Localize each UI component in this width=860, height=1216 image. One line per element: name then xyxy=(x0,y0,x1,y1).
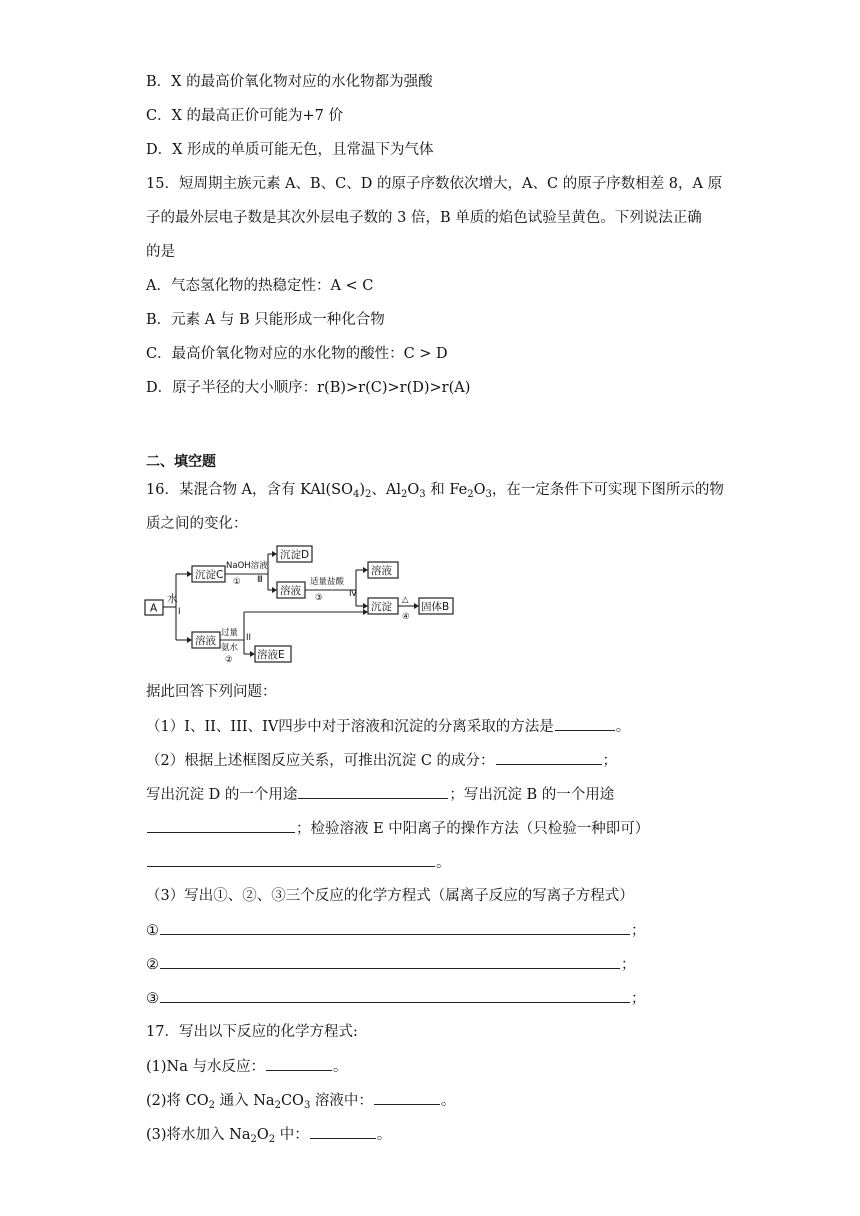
answer-blank-q17-1[interactable] xyxy=(266,1056,332,1071)
label-circle-2: ② xyxy=(225,655,233,665)
label-step-2: II xyxy=(246,633,252,643)
q14-option-d: D．X 形成的单质可能无色，且常温下为气体 xyxy=(146,142,434,158)
label-solution-1: 溶液 xyxy=(280,585,301,597)
q15-stem-line3: 的是 xyxy=(146,244,175,260)
q14-option-c: C．X 的最高正价可能为+7 价 xyxy=(146,108,344,124)
label-circle-4: ④ xyxy=(402,612,410,622)
answer-blank-q17-3[interactable] xyxy=(310,1124,376,1139)
label-precipitate: 沉淀 xyxy=(371,601,392,613)
label-solution-2: 溶液 xyxy=(371,565,392,577)
label-heat: △ xyxy=(402,595,409,605)
q17-part2: (2)将 $CO_2$ 通入 $Na_2CO_3$ 溶液中： 。 xyxy=(146,1090,455,1111)
q15-option-a: A．气态氢化物的热稳定性：A < C xyxy=(146,278,374,294)
q16-part2-line2: 写出沉淀 D 的一个用途 ；写出沉淀 B 的一个用途 xyxy=(146,784,614,805)
q16-part1: （1）I、II、III、IV四步中对于溶液和沉淀的分离采取的方法是 。 xyxy=(146,716,630,737)
q15-option-c: C．最高价氧化物对应的水化物的酸性：C > D xyxy=(146,346,448,362)
q15-option-d: D．原子半径的大小顺序：r(B)>r(C)>r(D)>r(A) xyxy=(146,380,471,396)
label-solid-b: 固体B xyxy=(421,601,450,613)
q16-equation-1: ① ； xyxy=(146,920,646,941)
label-step-3: Ⅲ xyxy=(257,575,263,585)
answer-blank-test-e[interactable] xyxy=(147,852,435,867)
q16-part3: （3）写出①、②、③三个反应的化学方程式（属离子反应的写离子方程式） xyxy=(146,888,634,904)
q14-option-b: B．X 的最高价氧化物对应的水化物都为强酸 xyxy=(146,74,433,90)
q16-intro: 据此回答下列问题： xyxy=(146,684,277,700)
q15-stem-line2: 子的最外层电子数是其次外层电子数的 3 倍，B 单质的焰色试验呈黄色。下列说法正确 xyxy=(146,210,702,226)
label-precipitate-d: 沉淀D xyxy=(280,549,310,561)
label-step-1: I xyxy=(178,607,181,617)
answer-blank-separation[interactable] xyxy=(555,716,615,731)
label-precipitate-c: 沉淀C xyxy=(195,569,224,581)
label-solution-e: 溶液E xyxy=(257,649,285,661)
q16-equation-2: ② ； xyxy=(146,954,636,975)
q16-part2-line4: 。 xyxy=(146,852,451,873)
label-water: 水 xyxy=(167,593,178,605)
q15-stem-line1: 15．短周期主族元素 A、B、C、D 的原子序数依次增大，A、C 的原子序数相差 8，A 原 xyxy=(146,176,723,192)
answer-blank-q17-2[interactable] xyxy=(374,1090,440,1105)
label-a: A xyxy=(150,602,158,615)
label-excess: 过量 xyxy=(221,628,239,638)
q15-option-b: B．元素 A 与 B 只能形成一种化合物 xyxy=(146,312,385,328)
label-circle-1: ① xyxy=(233,577,241,587)
q16-part2-line1: （2）根据上述框图反应关系，可推出沉淀 C 的成分： ； xyxy=(146,750,617,771)
q16-part2-line3: ；检验溶液 E 中阳离子的操作方法（只检验一种即可） xyxy=(146,818,649,839)
answer-blank-eq1[interactable] xyxy=(160,920,630,935)
q16-stem-line1: 16．某混合物 A，含有 $KAl(SO_4)_2$、$Al_2O_3$ 和 $Fe_2O_3$，在一定条件下可实现下图所示的物 xyxy=(146,482,724,500)
q16-stem-line2: 质之间的变化： xyxy=(146,516,248,532)
q16-equation-3: ③ ； xyxy=(146,988,646,1009)
q17-part3: (3)将水加入 $Na_2O_2$ 中： 。 xyxy=(146,1124,391,1145)
label-step-4: Ⅳ xyxy=(349,589,357,599)
q17-stem: 17．写出以下反应的化学方程式: xyxy=(146,1024,358,1040)
reaction-flow-diagram xyxy=(144,544,454,668)
label-circle-3: ③ xyxy=(315,593,323,603)
section-heading-fill-blank: 二、填空题 xyxy=(146,454,216,470)
answer-blank-eq3[interactable] xyxy=(160,988,630,1003)
q17-part1: (1)Na 与水反应： 。 xyxy=(146,1056,347,1077)
answer-blank-eq2[interactable] xyxy=(160,954,620,969)
label-hcl: 适量盐酸 xyxy=(310,577,345,587)
answer-blank-precipitate-c[interactable] xyxy=(496,750,602,765)
label-solution-3: 溶液 xyxy=(195,635,216,647)
label-ammonia: 氨水 xyxy=(221,643,239,653)
answer-blank-use-d[interactable] xyxy=(298,784,448,799)
answer-blank-use-b[interactable] xyxy=(147,818,295,833)
label-naoh: NaOH溶液 xyxy=(226,561,268,571)
